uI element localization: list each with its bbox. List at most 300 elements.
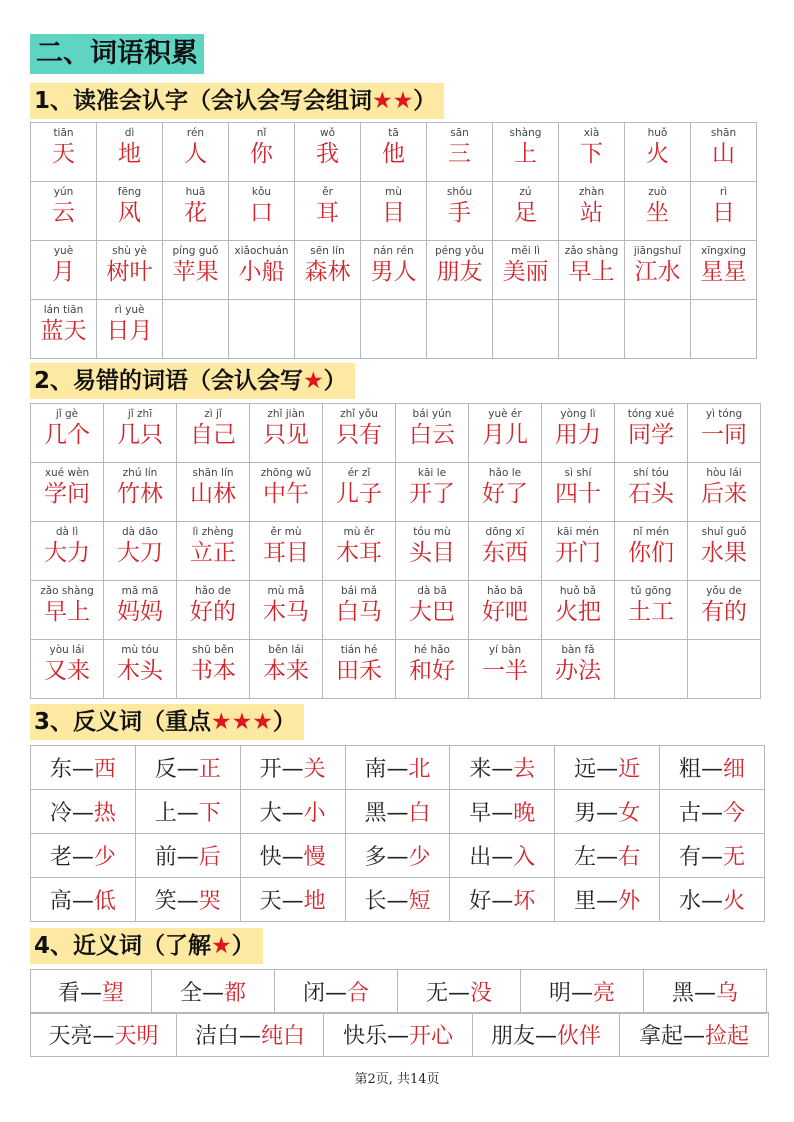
- word-left: 有: [679, 845, 702, 870]
- pinyin: zuò: [648, 186, 667, 198]
- table-row: [31, 746, 765, 790]
- word-cell: [469, 640, 542, 699]
- word-right: 开心: [409, 1024, 454, 1049]
- word-pair-cell: [345, 878, 450, 922]
- hanzi-word: 蓝天: [40, 318, 87, 344]
- pinyin: shǒu: [446, 186, 473, 198]
- word-pair-cell: [398, 970, 521, 1014]
- table-row: [31, 241, 757, 300]
- pinyin: yì tóng: [705, 408, 743, 420]
- hanzi-word: 耳目: [263, 540, 309, 566]
- word-cell: [177, 522, 250, 581]
- pinyin: lán tiān: [43, 304, 84, 316]
- table-row: [31, 640, 761, 699]
- pinyin: tǔ gōng: [630, 585, 672, 597]
- dash: —: [92, 1024, 115, 1049]
- word-right: 小: [303, 801, 326, 826]
- pinyin: jiāngshuǐ: [633, 245, 682, 257]
- word-left: 全: [179, 981, 202, 1006]
- word-pair-cell: [660, 790, 765, 834]
- hanzi-word: 本来: [263, 658, 309, 684]
- synonym-table-row-2: [30, 1012, 769, 1057]
- pinyin: yòng lì: [560, 408, 596, 420]
- word-left: 远: [574, 757, 597, 782]
- pinyin: xué wèn: [44, 467, 90, 479]
- hanzi-word: 耳: [316, 200, 339, 226]
- pinyin: tā: [388, 127, 399, 139]
- hanzi-word: 日: [712, 200, 735, 226]
- word-left: 反: [154, 757, 177, 782]
- word-cell: [542, 404, 615, 463]
- hanzi-word: 日月: [106, 318, 153, 344]
- word-right: 慢: [303, 845, 326, 870]
- word-cell: [229, 123, 295, 182]
- word-right: 晚: [513, 801, 536, 826]
- word-left: 朋友: [490, 1024, 535, 1049]
- pinyin: rì yuè: [114, 304, 145, 316]
- word-pair-cell: [177, 1013, 324, 1057]
- table-row: [31, 834, 765, 878]
- word-cell: [691, 123, 757, 182]
- word-left: 里: [574, 889, 597, 914]
- dash: —: [701, 845, 724, 870]
- table-row: [31, 300, 757, 359]
- pinyin: hòu lái: [706, 467, 742, 479]
- word-cell: [559, 123, 625, 182]
- dash: —: [701, 801, 724, 826]
- word-right: 去: [513, 757, 536, 782]
- pinyin: zhǐ jiàn: [267, 408, 305, 420]
- hanzi-word: 儿子: [336, 481, 382, 507]
- word-pair-cell: [31, 1013, 177, 1057]
- pinyin: kāi mén: [556, 526, 600, 538]
- pinyin: sān: [450, 127, 469, 139]
- word-pair-cell: [450, 790, 555, 834]
- word-cell: [31, 123, 97, 182]
- main-title: 二、词语积累: [30, 34, 204, 74]
- word-right: 没: [470, 981, 493, 1006]
- hanzi-word: 用力: [555, 422, 601, 448]
- hanzi-word: 足: [514, 200, 537, 226]
- section-1-title-text: 1、读准会认字（会认会写会组词: [34, 88, 373, 114]
- word-left: 前: [154, 845, 177, 870]
- word-right: 天明: [114, 1024, 159, 1049]
- word-left: 出: [469, 845, 492, 870]
- word-cell: [323, 522, 396, 581]
- section-3-title-close: ）: [272, 709, 296, 735]
- word-right: 女: [618, 801, 641, 826]
- pinyin: shí tóu: [633, 467, 669, 479]
- word-right: 北: [408, 757, 431, 782]
- word-cell: [104, 640, 177, 699]
- word-cell: [163, 300, 229, 359]
- pinyin: dì: [124, 127, 135, 139]
- table-row: [31, 790, 765, 834]
- word-cell: [295, 182, 361, 241]
- word-cell: [559, 182, 625, 241]
- word-pair-cell: [345, 790, 450, 834]
- hanzi-word: 四十: [555, 481, 601, 507]
- pinyin: mù ěr: [343, 526, 375, 538]
- word-cell: [229, 241, 295, 300]
- word-pair-cell: [450, 746, 555, 790]
- dash: —: [176, 757, 199, 782]
- dash: —: [571, 981, 593, 1006]
- pinyin: rén: [186, 127, 205, 139]
- word-pair-cell: [135, 790, 240, 834]
- word-pair-cell: [644, 970, 767, 1014]
- pinyin: rì: [719, 186, 728, 198]
- hanzi-word: 好了: [482, 481, 528, 507]
- pinyin: shū běn: [192, 644, 234, 656]
- word-cell: [469, 522, 542, 581]
- word-pair-cell: [275, 970, 398, 1014]
- dash: —: [387, 1024, 409, 1049]
- dash: —: [176, 801, 199, 826]
- dash: —: [535, 1024, 557, 1049]
- word-pair-cell: [31, 746, 136, 790]
- pinyin: xiǎochuán: [234, 245, 289, 257]
- hanzi-word: 自己: [190, 422, 236, 448]
- vocab-table-1: [30, 122, 757, 359]
- dash: —: [448, 981, 470, 1006]
- word-right: 合: [347, 981, 370, 1006]
- dash: —: [386, 801, 409, 826]
- hanzi-word: 几只: [117, 422, 163, 448]
- word-left: 笑: [154, 889, 177, 914]
- hanzi-word: 目: [382, 200, 405, 226]
- word-cell: [615, 581, 688, 640]
- word-cell: [361, 300, 427, 359]
- hanzi-word: 朋友: [436, 259, 483, 285]
- table-row: [31, 878, 765, 922]
- dash: —: [701, 889, 724, 914]
- word-cell: [323, 640, 396, 699]
- hanzi-word: 早上: [568, 259, 615, 285]
- hanzi-word: 学问: [44, 481, 90, 507]
- pinyin: bái yún: [412, 408, 452, 420]
- word-left: 男: [574, 801, 597, 826]
- hanzi-word: 大力: [44, 540, 90, 566]
- word-pair-cell: [660, 834, 765, 878]
- word-left: 开: [259, 757, 282, 782]
- hanzi-word: 石头: [628, 481, 674, 507]
- word-pair-cell: [450, 834, 555, 878]
- word-pair-cell: [152, 970, 275, 1014]
- hanzi-word: 大巴: [409, 599, 455, 625]
- hanzi-word: 地: [118, 141, 141, 167]
- hanzi-word: 东西: [482, 540, 528, 566]
- dash: —: [683, 1024, 705, 1049]
- word-left: 洁白: [194, 1024, 239, 1049]
- hanzi-word: 木耳: [336, 540, 382, 566]
- table-row: [31, 123, 757, 182]
- word-cell: [97, 182, 163, 241]
- pinyin: ěr: [322, 186, 333, 198]
- word-cell: [493, 123, 559, 182]
- section-1-title-close: ）: [413, 88, 437, 114]
- hanzi-word: 我: [316, 141, 339, 167]
- hanzi-word: 白云: [409, 422, 455, 448]
- word-right: 今: [723, 801, 746, 826]
- pinyin: jǐ gè: [55, 408, 79, 420]
- word-cell: [427, 182, 493, 241]
- pinyin: píng guǒ: [172, 245, 219, 257]
- hanzi-word: 早上: [44, 599, 90, 625]
- word-pair-cell: [31, 970, 152, 1014]
- dash: —: [491, 757, 514, 782]
- section-3-title-text: 3、反义词（重点: [34, 709, 212, 735]
- hanzi-word: 天: [52, 141, 75, 167]
- word-pair-cell: [31, 834, 136, 878]
- dash: —: [386, 889, 409, 914]
- pinyin: sì shí: [564, 467, 592, 479]
- hanzi-word: 妈妈: [117, 599, 163, 625]
- hanzi-word: 风: [118, 200, 141, 226]
- pinyin: zhōng wǔ: [260, 467, 312, 479]
- word-left: 无: [425, 981, 448, 1006]
- word-left: 拿起: [638, 1024, 683, 1049]
- word-pair-cell: [135, 834, 240, 878]
- word-left: 早: [469, 801, 492, 826]
- pinyin: shù yè: [112, 245, 147, 257]
- word-right: 入: [513, 845, 536, 870]
- hanzi-word: 坐: [646, 200, 669, 226]
- pinyin: nán rén: [373, 245, 414, 257]
- word-pair-cell: [240, 790, 345, 834]
- word-cell: [615, 522, 688, 581]
- pinyin: ér zǐ: [347, 467, 371, 479]
- word-left: 冷: [49, 801, 72, 826]
- word-pair-cell: [660, 878, 765, 922]
- section-2-title: [30, 363, 355, 399]
- dash: —: [596, 757, 619, 782]
- word-right: 白: [408, 801, 431, 826]
- star-icon: ★★★: [211, 709, 273, 735]
- dash: —: [281, 889, 304, 914]
- hanzi-word: 好的: [190, 599, 236, 625]
- pinyin: sēn lín: [310, 245, 345, 257]
- hanzi-word: 只有: [336, 422, 382, 448]
- word-pair-cell: [31, 878, 136, 922]
- hanzi-word: 水果: [701, 540, 747, 566]
- section-4-title-text: 4、近义词（了解: [34, 933, 212, 959]
- word-right: 望: [102, 981, 125, 1006]
- hanzi-word: 几个: [44, 422, 90, 448]
- pinyin: fēng: [117, 186, 142, 198]
- star-icon: ★★: [372, 88, 414, 114]
- hanzi-word: 月儿: [482, 422, 528, 448]
- word-right: 西: [93, 757, 116, 782]
- word-left: 大: [259, 801, 282, 826]
- hanzi-word: 美丽: [502, 259, 549, 285]
- hanzi-word: 口: [250, 200, 273, 226]
- word-cell: [295, 241, 361, 300]
- pinyin: zǎo shàng: [564, 245, 619, 257]
- hanzi-word: 三: [448, 141, 471, 167]
- dash: —: [281, 845, 304, 870]
- pinyin: yuè ér: [488, 408, 522, 420]
- table-row: [31, 522, 761, 581]
- pinyin: huǒ: [647, 127, 668, 139]
- hanzi-word: 只见: [263, 422, 309, 448]
- dash: —: [281, 801, 304, 826]
- word-cell: [177, 463, 250, 522]
- word-cell: [250, 404, 323, 463]
- word-cell: [97, 123, 163, 182]
- word-cell: [493, 182, 559, 241]
- word-cell: [396, 463, 469, 522]
- word-right: 火: [723, 889, 746, 914]
- hanzi-word: 山林: [190, 481, 236, 507]
- pinyin: měi lì: [511, 245, 540, 257]
- hanzi-word: 花: [184, 200, 207, 226]
- dash: —: [491, 889, 514, 914]
- dash: —: [694, 981, 716, 1006]
- word-left: 快乐: [342, 1024, 387, 1049]
- dash: —: [596, 801, 619, 826]
- pinyin: jǐ zhī: [127, 408, 153, 420]
- word-right: 后: [198, 845, 221, 870]
- table-row: [31, 1013, 769, 1057]
- hanzi-word: 你: [250, 141, 273, 167]
- hanzi-word: 同学: [628, 422, 674, 448]
- hanzi-word: 上: [514, 141, 537, 167]
- pinyin: péng yǒu: [434, 245, 485, 257]
- pinyin: yún: [53, 186, 74, 198]
- word-cell: [177, 640, 250, 699]
- dash: —: [386, 757, 409, 782]
- word-cell: [625, 300, 691, 359]
- word-left: 天亮: [48, 1024, 93, 1049]
- word-pair-cell: [521, 970, 644, 1014]
- word-cell: [691, 300, 757, 359]
- word-cell: [104, 463, 177, 522]
- hanzi-word: 白马: [336, 599, 382, 625]
- word-right: 短: [408, 889, 431, 914]
- word-right: 亮: [593, 981, 616, 1006]
- pinyin: tián hé: [340, 644, 378, 656]
- antonym-table: [30, 745, 765, 922]
- word-right: 下: [198, 801, 221, 826]
- hanzi-word: 森林: [304, 259, 351, 285]
- word-cell: [493, 300, 559, 359]
- word-left: 明: [548, 981, 571, 1006]
- hanzi-word: 人: [184, 141, 207, 167]
- pinyin: dà bā: [417, 585, 447, 597]
- word-pair-cell: [473, 1013, 620, 1057]
- hanzi-word: 办法: [555, 658, 601, 684]
- word-right: 都: [224, 981, 247, 1006]
- word-cell: [469, 581, 542, 640]
- word-cell: [31, 404, 104, 463]
- word-cell: [427, 300, 493, 359]
- word-cell: [625, 241, 691, 300]
- word-cell: [493, 241, 559, 300]
- dash: —: [325, 981, 347, 1006]
- dash: —: [202, 981, 224, 1006]
- hanzi-word: 江水: [634, 259, 681, 285]
- hanzi-word: 苹果: [172, 259, 219, 285]
- pinyin: bàn fǎ: [561, 644, 595, 656]
- word-left: 上: [154, 801, 177, 826]
- word-left: 长: [364, 889, 387, 914]
- word-right: 少: [93, 845, 116, 870]
- word-cell: [469, 404, 542, 463]
- hanzi-word: 星星: [700, 259, 747, 285]
- hanzi-word: 木头: [117, 658, 163, 684]
- word-cell: [688, 404, 761, 463]
- dash: —: [71, 757, 94, 782]
- hanzi-word: 有的: [701, 599, 747, 625]
- word-cell: [250, 522, 323, 581]
- word-pair-cell: [135, 746, 240, 790]
- pinyin: mù: [385, 186, 402, 198]
- dash: —: [239, 1024, 261, 1049]
- word-cell: [97, 300, 163, 359]
- pinyin: shuǐ guǒ: [701, 526, 747, 538]
- pinyin: tóu mù: [413, 526, 451, 538]
- word-cell: [625, 123, 691, 182]
- word-left: 水: [679, 889, 702, 914]
- hanzi-word: 立正: [190, 540, 236, 566]
- section-4-title: [30, 928, 263, 964]
- pinyin: xīngxing: [701, 245, 746, 257]
- pinyin: shàng: [509, 127, 542, 139]
- word-right: 乌: [716, 981, 739, 1006]
- word-cell: [31, 581, 104, 640]
- word-cell: [229, 182, 295, 241]
- word-cell: [559, 300, 625, 359]
- word-left: 黑: [364, 801, 387, 826]
- word-cell: [31, 241, 97, 300]
- word-cell: [625, 182, 691, 241]
- word-pair-cell: [555, 878, 660, 922]
- word-cell: [163, 182, 229, 241]
- synonym-table-row-1: [30, 969, 767, 1014]
- hanzi-word: 他: [382, 141, 405, 167]
- word-cell: [396, 640, 469, 699]
- table-row: [31, 404, 761, 463]
- word-right: 热: [93, 801, 116, 826]
- dash: —: [80, 981, 102, 1006]
- dash: —: [701, 757, 724, 782]
- pinyin: lì zhèng: [192, 526, 234, 538]
- dash: —: [176, 889, 199, 914]
- word-pair-cell: [135, 878, 240, 922]
- word-cell: [615, 404, 688, 463]
- word-cell: [31, 300, 97, 359]
- word-left: 来: [469, 757, 492, 782]
- hanzi-word: 云: [52, 200, 75, 226]
- pinyin: tóng xué: [627, 408, 675, 420]
- word-left: 天: [259, 889, 282, 914]
- word-pair-cell: [324, 1013, 473, 1057]
- section-1-title: [30, 83, 444, 119]
- word-right: 低: [93, 889, 116, 914]
- pinyin: hé hǎo: [414, 644, 450, 656]
- pinyin: yí bàn: [488, 644, 522, 656]
- pinyin: nǐ: [256, 127, 267, 139]
- word-cell: [615, 640, 688, 699]
- dash: —: [71, 801, 94, 826]
- word-right: 坏: [513, 889, 536, 914]
- section-3-title: [30, 704, 304, 740]
- hanzi-word: 竹林: [117, 481, 163, 507]
- word-cell: [542, 522, 615, 581]
- pinyin: yòu lái: [49, 644, 85, 656]
- word-cell: [229, 300, 295, 359]
